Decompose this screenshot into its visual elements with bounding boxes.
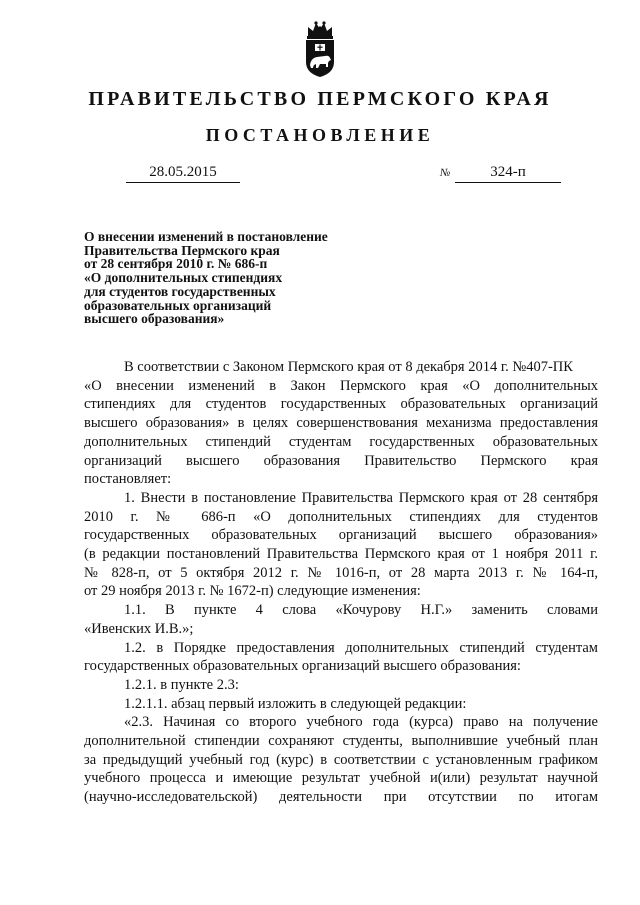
body-line: за предыдущий учебный год (курс) в соответствии с установленным графиком xyxy=(84,751,598,768)
subject-line: Правительства Пермского края xyxy=(84,242,280,258)
subject-line: для студентов государственных xyxy=(84,283,276,299)
body-line: (научно-исследовательской) деятельности при отсутствии по итогам xyxy=(84,789,598,806)
subject-line: О внесении изменений в постановление xyxy=(84,229,328,244)
body-line: В соответствии с Законом Пермского края от 8 декабря 2014 г. №407-ПК xyxy=(124,359,573,375)
body-line: от 29 ноября 2013 г. № 1672-п) следующие изменения: xyxy=(84,583,421,600)
body-line: государственных образовательных организаций высшего образования» xyxy=(84,527,598,544)
government-title: ПРАВИТЕЛЬСТВО ПЕРМСКОГО КРАЯ xyxy=(88,88,552,110)
number-sign: № xyxy=(440,167,451,179)
body-line: организаций высшего образования Правительство Пермского края xyxy=(84,452,598,469)
body-line: стипендиях для студентов государственных образовательных организаций xyxy=(84,396,598,413)
body-line: постановляет: xyxy=(84,471,172,488)
body-line: учебного процесса и имеющие результат учебной и(или) результат научной xyxy=(84,770,598,787)
body-line: государственных образовательных организаций высшего образования: xyxy=(84,658,521,675)
document-subject xyxy=(84,230,384,326)
body-line: 2010 г. № 686-п «О дополнительных стипендиях для студентов xyxy=(84,508,598,525)
body-line: 1.1. В пункте 4 слова «Кочурову Н.Г.» заменить словами xyxy=(124,602,598,619)
subject-line: «О дополнительных стипендиях xyxy=(84,270,283,286)
body-line: № 828-п, от 5 октября 2012 г. № 1016-п, от 28 марта 2013 г. № 164-п, xyxy=(84,564,598,581)
document-body xyxy=(84,358,598,807)
body-line: 1.2. в Порядке предоставления дополнительных стипендий студентам xyxy=(124,639,598,656)
document-number: 324-п xyxy=(455,163,561,183)
body-line: (в редакции постановлений Правительства Пермского края от 1 ноября 2011 г. xyxy=(84,546,598,563)
subject-line: образовательных организаций xyxy=(84,297,272,313)
body-line: 1. Внести в постановление Правительства Пермского края от 28 сентября xyxy=(124,489,598,506)
body-line: «Ивенских И.В.»; xyxy=(84,620,194,637)
perm-coat-of-arms-icon xyxy=(303,20,337,78)
document-date: 28.05.2015 xyxy=(126,163,240,183)
document-type: ПОСТАНОВЛЕНИЕ xyxy=(205,125,435,145)
body-line: «О внесении изменений в Закон Пермского края «О дополнительных xyxy=(84,377,598,394)
body-line: дополнительных стипендий студентам государственных образовательных xyxy=(84,433,598,450)
body-line: высшего образования» в целях совершенствования механизма предоставления xyxy=(84,415,598,432)
body-line: 1.2.1.1. абзац первый изложить в следующей редакции: xyxy=(124,695,467,712)
subject-line: от 28 сентября 2010 г. № 686-п xyxy=(84,256,268,272)
body-line: дополнительной стипендии сохраняют студенты, выполнившие учебный план xyxy=(84,733,598,750)
body-line: «2.3. Начиная со второго учебного года (курса) право на получение xyxy=(124,714,598,731)
subject-line: высшего образования» xyxy=(84,311,225,327)
body-line: 1.2.1. в пункте 2.3: xyxy=(124,676,239,693)
